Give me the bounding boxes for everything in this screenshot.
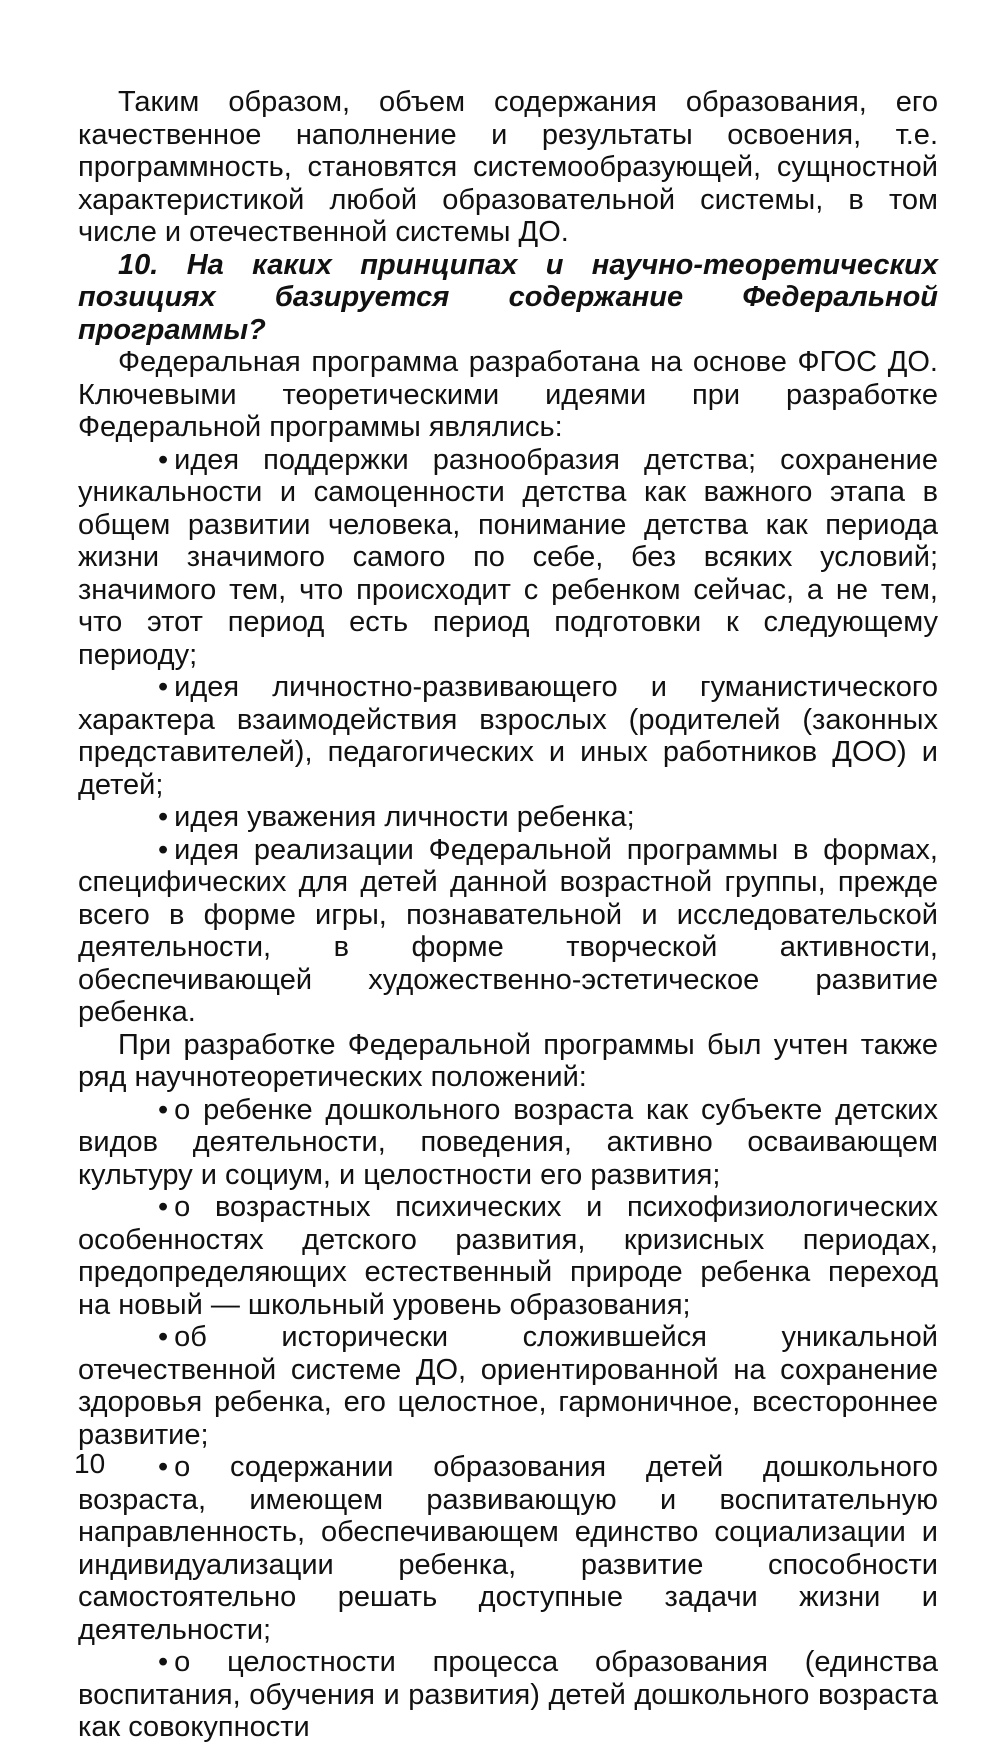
section-heading: 10. На каких принципах и научно-теоретических позициях базируется содержание Федеральной программы? <box>78 248 938 346</box>
bullet-icon: • <box>158 801 169 833</box>
bullet-item: • идея личностно-развивающего и гуманистического характера взаимодействия взрослых (родителей (законных представителей), педагогических и иных работников ДОО) и детей; <box>78 671 938 801</box>
bullet-icon: • <box>158 671 169 703</box>
bullet-item: • идея реализации Федеральной программы в формах, специфических для детей данной возрастной группы, прежде всего в форме игры, познавательной и исследовательской деятельности, в форме творческой активности, обеспечивающей художественно-эстетическое развитие ребенка. <box>78 833 938 1028</box>
paragraph-positions: При разработке Федеральной программы был учтен также ряд научнотеоретических положений: <box>78 1028 938 1093</box>
bullet-icon: • <box>158 1321 169 1353</box>
bullet-item: • о возрастных психических и психофизиологических особенностях детского развития, кризисных периодах, предопределяющих естественный природе ребенка переход на новый — школьный уровень образования; <box>78 1191 938 1321</box>
bullet-item: • идея уважения личности ребенка; <box>78 801 938 834</box>
bullet-icon: • <box>158 1093 169 1126</box>
bullet-item: • о содержании образования детей дошкольного возраста, имеющем развивающую и воспитательную направленность, обеспечивающем единство социализации и индивидуализации ребенка, развитие способности самостоятельно решать доступные задачи жизни и деятельности; <box>78 1451 938 1646</box>
bullet-item: • о целостности процесса образования (единства воспитания, обучения и развития) детей дошкольного возраста как совокупности <box>78 1646 938 1743</box>
paragraph-basis: Федеральная программа разработана на основе ФГОС ДО. Ключевыми теоретическими идеями при разработке Федеральной программы являлись: <box>78 346 938 443</box>
bullet-icon: • <box>158 443 169 476</box>
bullet-item: • идея поддержки разнообразия детства; сохранение уникальности и самоценности детства как важного этапа в общем развитии человека, понимание детства как периода жизни значимого самого по себе, без всяких условий; значимого тем, что происходит с ребенком сейчас, а не тем, что этот период есть период подготовки к следующему периоду; <box>78 443 938 671</box>
bullet-icon: • <box>158 1451 169 1483</box>
bullet-item: • о ребенке дошкольного возраста как субъекте детских видов деятельности, поведения, активно осваивающем культуру и социум, и целостности его развития; <box>78 1093 938 1191</box>
bullet-item: • об исторически сложившейся уникальной отечественной системе ДО, ориентированной на сохранение здоровья ребенка, его целостное, гармоничное, всестороннее развитие; <box>78 1321 938 1451</box>
page-number: 10 <box>74 1448 106 1479</box>
paragraph-intro: Таким образом, объем содержания образования, его качественное наполнение и результаты освоения, т.е. программность, становятся системообразующей, сущностной характеристикой любой образовательной системы, в том числе и отечественной системы ДО. <box>78 86 938 248</box>
bullet-icon: • <box>158 1646 169 1678</box>
bullet-icon: • <box>158 1191 169 1223</box>
bullet-icon: • <box>158 833 169 866</box>
